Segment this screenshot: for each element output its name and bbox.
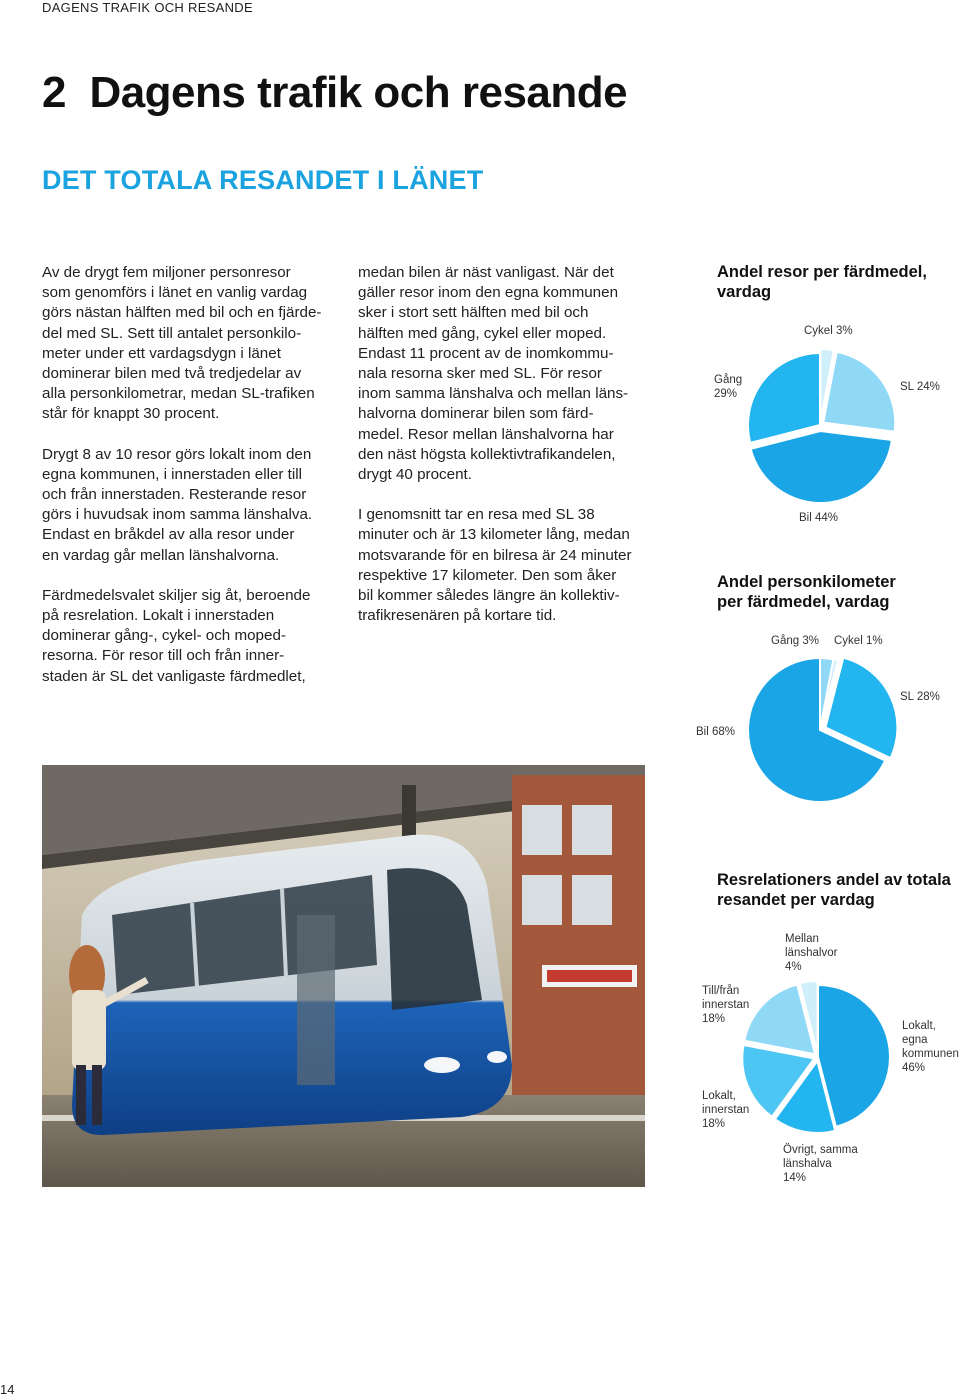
paragraph: I genomsnitt tar en resa med SL 38 minuter och är 13 kilometer lång, medan motsvarande för en bilresa är 24 minuter respektive 17 kilometer. Den som åker bil kommer således längre än kollektiv- trafikresenären på kortare tid. <box>358 506 632 625</box>
text-column-2 <box>358 263 658 646</box>
chart-1-label-bil: Bil 44% <box>799 512 838 524</box>
chart-2-label-cykel: Cykel 1% <box>834 635 883 647</box>
chart-1-label-gang: Gång 29% <box>714 374 743 400</box>
chart-1-label-sl: SL 24% <box>900 381 940 393</box>
chart-3-label-ovrigt: Övrigt, samma länshalva 14% <box>783 1144 858 1184</box>
paragraph: medan bilen är näst vanligast. När det gäller resor inom den egna kommunen sker i stort sett hälften med bil och hälften med gång, cykel eller moped. Endast 11 procent av de inomkommu- nala resorna sker med SL. För resor inom samma länshalva och mellan läns- halvorna dominerar bilen som färd- medel. Resor mellan länshalvorna har den näst högsta kollektivtrafikandelen, drygt 40 procent. <box>358 264 629 484</box>
chapter-title <box>42 68 627 118</box>
chart-2-label-sl: SL 28% <box>900 691 940 703</box>
chart-2-pie <box>745 655 895 805</box>
tram-photo <box>42 765 645 1187</box>
chart-3-label-lokalt-innerstan: Lokalt, innerstan 18% <box>702 1090 750 1130</box>
chart-1-label-cykel: Cykel 3% <box>804 325 853 337</box>
chart-3-label-mellan: Mellan länshalvor 4% <box>785 933 838 973</box>
paragraph: Färdmedelsvalet skiljer sig åt, beroende på resrelation. Lokalt i innerstaden dominerar gång-, cykel- och moped- resorna. För resor till och från inner- staden är SL det vanligaste färdmedlet, <box>42 586 311 685</box>
chart-3-label-lokalt-egna: Lokalt, egna kommunen 46% <box>902 1020 959 1074</box>
pie-slice-gång <box>748 353 820 443</box>
chart-3-label-till-fran: Till/från innerstan 18% <box>702 985 750 1025</box>
chart-3-title: Resrelationers andel av totala resandet per vardag <box>717 871 951 909</box>
chapter-title-text: Dagens trafik och resande <box>89 68 628 117</box>
chart-2-title: Andel personkilometer per färdmedel, vardag <box>717 573 896 611</box>
paragraph: Drygt 8 av 10 resor görs lokalt inom den egna kommunen, i innerstaden eller till och från innerstaden. Resterande resor görs i huvudsak inom samma länshalva. Endast en bråkdel av alla resor under en vardag går mellan länshalvorna. <box>42 445 313 564</box>
chart-2-label-gang: Gång 3% <box>771 635 819 647</box>
text-column-1 <box>42 263 342 707</box>
running-head: DAGENS TRAFIK OCH RESANDE <box>42 0 253 15</box>
chart-1-pie <box>745 350 895 500</box>
chart-2-label-bil: Bil 68% <box>696 726 735 738</box>
page-number: 14 <box>0 1382 15 1397</box>
pie-slice-bil <box>751 431 892 503</box>
chart-3-pie <box>743 982 893 1132</box>
chart-1-title: Andel resor per färdmedel, vardag <box>717 263 927 301</box>
paragraph: Av de drygt fem miljoner personresor som genomförs i länet en vanlig vardag görs nästan hälften med bil och en fjärde- del med SL. Sett till antalet personkilo- meter under ett vardagsdygn i länet dominerar bilen med två tredjedelar av alla personkilometrar, medan SL-trafiken står för knappt 30 procent. <box>42 264 322 423</box>
chapter-number: 2 <box>42 68 66 117</box>
pie-slice-sl <box>823 352 895 432</box>
tram-illustration <box>42 765 645 1187</box>
section-title: DET TOTALA RESANDET I LÄNET <box>42 165 484 195</box>
